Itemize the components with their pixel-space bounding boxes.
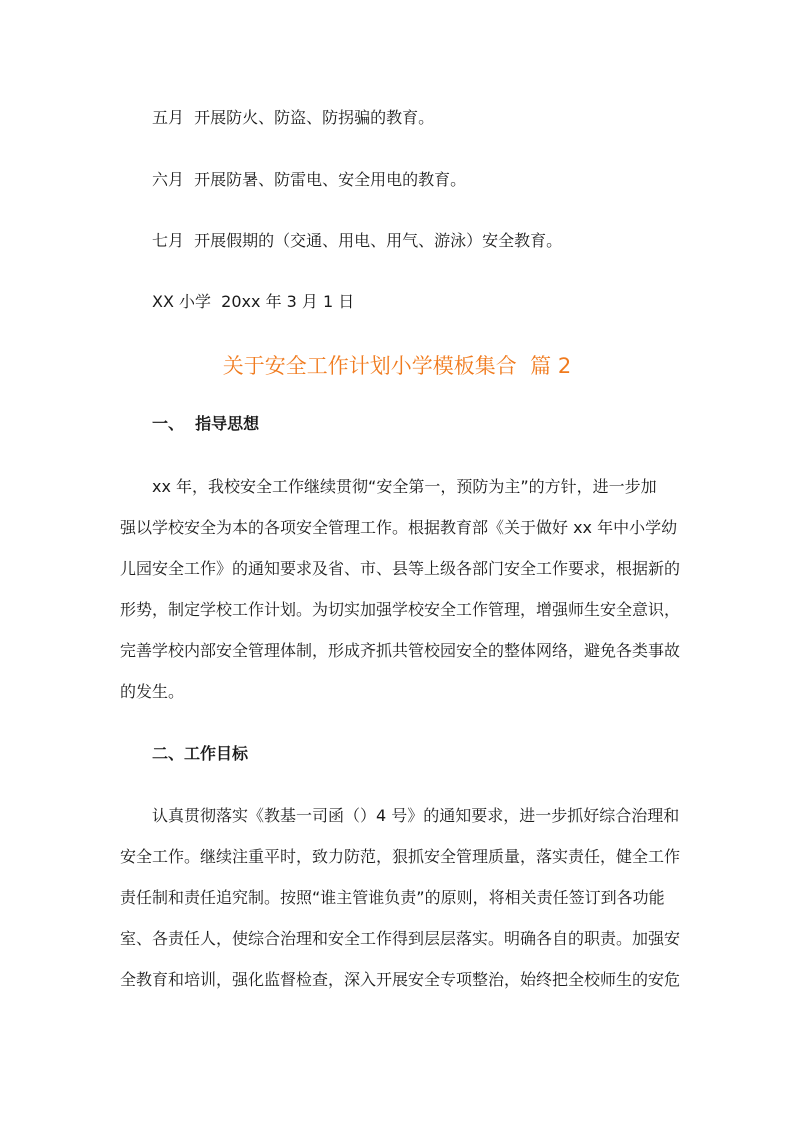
paragraph-line: 全教育和培训，强化监督检查，深入开展安全专项整治，始终把全校师生的安危 — [120, 970, 680, 989]
schedule-item-june: 六月 开展防暑、防雷电、安全用电的教育。 — [152, 170, 467, 189]
schedule-item-july: 七月 开展假期的（交通、用电、用气、游泳）安全教育。 — [152, 231, 563, 250]
paragraph-line: 儿园安全工作》的通知要求及省、市、县等上级各部门安全工作要求，根据新的 — [120, 559, 680, 578]
schedule-item-may: 五月 开展防火、防盗、防拐骗的教育。 — [152, 108, 435, 127]
paragraph-line: 责任制和责任追究制。按照“谁主管谁负责”的原则，将相关责任签订到各功能 — [120, 888, 665, 907]
paragraph-line: 认真贯彻落实《教基一司函（）4 号》的通知要求，进一步抓好综合治理和 — [152, 806, 680, 825]
paragraph-line: 室、各责任人，使综合治理和安全工作得到层层落实。明确各自的职责。加强安 — [120, 929, 680, 948]
paragraph-line: 安全工作。继续注重平时，致力防范，狠抓安全管理质量，落实责任，健全工作 — [120, 847, 680, 866]
section-heading-work-goals: 二、工作目标 — [152, 744, 249, 763]
paragraph-work-goals — [120, 806, 680, 1011]
paragraph-line: 的发生。 — [120, 682, 185, 701]
document-title: 关于安全工作计划小学模板集合 篇 2 — [222, 354, 572, 378]
paragraph-line: 完善学校内部安全管理体制，形成齐抓共管校园安全的整体网络，避免各类事故 — [120, 641, 680, 660]
paragraph-line: 强以学校安全为本的各项安全管理工作。根据教育部《关于做好 xx 年中小学幼 — [120, 518, 678, 537]
paragraph-line: 形势，制定学校工作计划。为切实加强学校安全工作管理，增强师生安全意识， — [120, 600, 680, 619]
paragraph-line: xx 年，我校安全工作继续贯彻“安全第一，预防为主”的方针，进一步加 — [152, 477, 657, 496]
section-heading-guiding-ideology: 一、 指导思想 — [152, 414, 260, 433]
paragraph-guiding-ideology — [120, 477, 680, 723]
signature-date: XX 小学 20xx 年 3 月 1 日 — [152, 292, 355, 311]
